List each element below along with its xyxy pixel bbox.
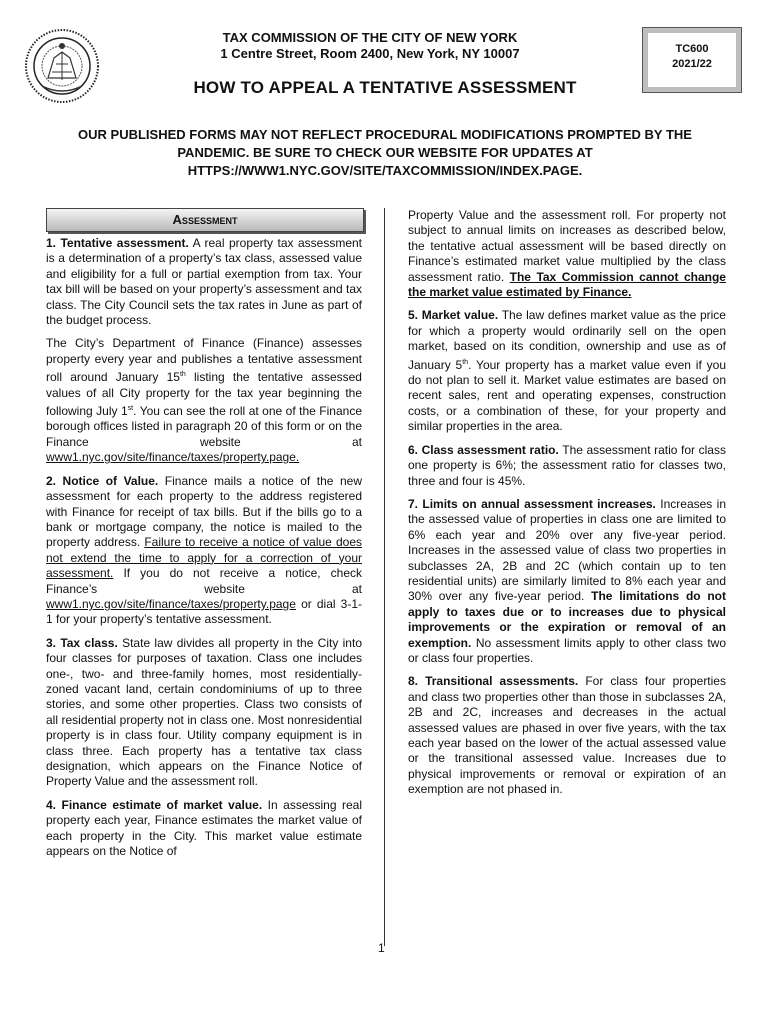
item-7-bold-note: The limitations do not apply to taxes due or to increases due to physical improvements or the expiration or removal of an exemption. — [408, 589, 726, 650]
right-column — [408, 208, 726, 806]
item-4-cont-text: Property Value and the assessment roll. For property not subject to annual limits on increases as described below, the tentative actual assessment will be based directly on Finance’s estimated market value multiplied by the class assessment ratio. — [408, 208, 726, 284]
item-1-text-c: . You can see the roll at one of the Finance borough offices listed in paragraph 20 of this form or on the Finance website at — [46, 404, 362, 449]
item-1-text-a: The City’s Department of Finance (Finance) assesses property every year and publishes a tentative assessment roll around January 15 — [46, 336, 362, 385]
item-3-body: State law divides all property in the City into four classes for purposes of taxation. Class one includes one-, two- and three-family homes, most residentially-zoned vacant land, certain condominiums of up to three stories, and some other properties. Class two consists of all residential property not in class one. Most nonresidential property is in class four. Utility company equipment is in class three. Each property has a tentative tax class designation, which appears on the Finance Notice of Property Value and the assessment roll. — [46, 635, 362, 789]
city-seal-logo — [24, 28, 100, 104]
item-3-heading: 3. Tax class. — [46, 635, 118, 650]
form-code: TC600 — [675, 43, 709, 55]
item-5-paragraph — [408, 308, 726, 434]
item-4-warning: The Tax Commission cannot change the market value estimated by Finance. — [408, 269, 726, 300]
section-heading-assessment: Assessment — [46, 208, 364, 232]
item-1-body: A real property tax assessment is a determination of a property’s tax class, assessed value and eligibility for a full or partial exemption from tax. Your tax bill will be based on your property’s assessment and tax class. The City Council sets the tax rates in June as part of the budget process. — [46, 236, 363, 328]
item-3-paragraph — [46, 636, 362, 790]
item-4-paragraph — [46, 798, 362, 860]
page-number: 1 — [378, 941, 385, 955]
item-7-body-2: No assessment limits apply to other class two or class four properties. — [408, 635, 726, 665]
form-title: HOW TO APPEAL A TENTATIVE ASSESSMENT — [193, 78, 577, 97]
item-4-continued — [408, 208, 726, 300]
item-5-text-a: The law defines market value as the price for which a property would ordinarily sell on the open market, based on its condition, ownership and use as of January 5 — [408, 308, 726, 372]
item-8-body: For class four properties and class two properties other than those in subclasses 2A, 2B and 2C, increases and decreases in the actual assessed values are phased in over five years, with the tax each year based on the lower of the actual assessed value or the transitional assessed value. Increases due to physical improvements or removal or expiration of an exemption are not phased in. — [408, 674, 726, 797]
item-1-heading: 1. Tentative assessment. — [46, 236, 189, 250]
item-6-body: The assessment ratio for class one property is 6%; the assessment ratio for classes two, three and four is 45%. — [408, 442, 726, 488]
column-divider — [384, 208, 385, 946]
item-1-paragraph-2 — [46, 336, 362, 465]
item-8-heading: 8. Transitional assessments. — [408, 674, 579, 689]
agency-name: TAX COMMISSION OF THE CITY OF NEW YORK — [222, 30, 518, 45]
item-8-paragraph — [408, 674, 726, 797]
agency-header — [110, 30, 630, 62]
item-7-heading: 7. Limits on annual assessment increases. — [408, 496, 656, 511]
item-1-text-b: listing the tentative assessed values of all City property for the tax year beginning the following July 1 — [46, 370, 362, 419]
form-id-box — [642, 27, 742, 93]
agency-address: 1 Centre Street, Room 2400, New York, NY 10007 — [220, 46, 520, 61]
form-year: 2021/22 — [672, 58, 712, 70]
item-4-body: In assessing real property each year, Finance estimates the market value of each property in the City. This market value estimate appears on the Notice of — [46, 797, 362, 859]
item-2-body: Finance mails a notice of the new assessment for each property to the address registered with Finance for receipt of tax bills. But if the bills go to a bank or mortgage company, the notice is mailed to the property address. — [46, 473, 362, 550]
superscript-th-2: th — [462, 358, 469, 366]
pandemic-notice: OUR PUBLISHED FORMS MAY NOT REFLECT PROCEDURAL MODIFICATIONS PROMPTED BY THE PANDEMIC. BE SURE TO CHECK OUR WEBSITE FOR UPDATES AT HTTPS://WWW1.NYC.GOV/SITE/TAXCOMMISSION/INDEX.PAGE. — [78, 127, 692, 178]
item-4-heading: 4. Finance estimate of market value. — [46, 797, 263, 812]
item-6-heading: 6. Class assessment ratio. — [408, 442, 559, 457]
finance-website-link[interactable]: www1.nyc.gov/site/finance/taxes/property.page — [46, 596, 296, 611]
item-7-body: Increases in the assessed value of properties in class one are limited to 6% each year and 20% over any five-year period. Increases in the assessed value of class two properties in subclasses 2A, 2B and 2C (which contain up to ten residential units) are similarly limited to 8% each year and 30% over any five-year period. — [408, 496, 726, 604]
item-5-heading: 5. Market value. — [408, 308, 499, 323]
item-2-warning: Failure to receive a notice of value does not extend the time to apply for a correction of your assessment. — [46, 535, 363, 581]
item-1-paragraph — [46, 236, 362, 328]
superscript-th: th — [179, 371, 186, 379]
left-column — [46, 208, 362, 867]
item-6-paragraph — [408, 443, 726, 489]
item-2-paragraph — [46, 474, 362, 628]
superscript-st: st — [127, 405, 134, 413]
item-2-body-2: If you do not receive a notice, check Finance’s website at — [46, 566, 362, 596]
item-2-body-3: or dial 3-1-1 for your property’s tentative assessment. — [46, 596, 363, 627]
finance-property-link[interactable]: www1.nyc.gov/site/finance/taxes/property.page. — [46, 450, 300, 465]
item-7-paragraph — [408, 497, 726, 666]
item-2-heading: 2. Notice of Value. — [46, 473, 159, 488]
item-5-text-b: . Your property has a market value even if you do not plan to sell it. Market value estimates are based on recent sales, rent and operating expenses, construction costs, or a combination of these, for your property and similar properties in the area. — [408, 357, 726, 434]
